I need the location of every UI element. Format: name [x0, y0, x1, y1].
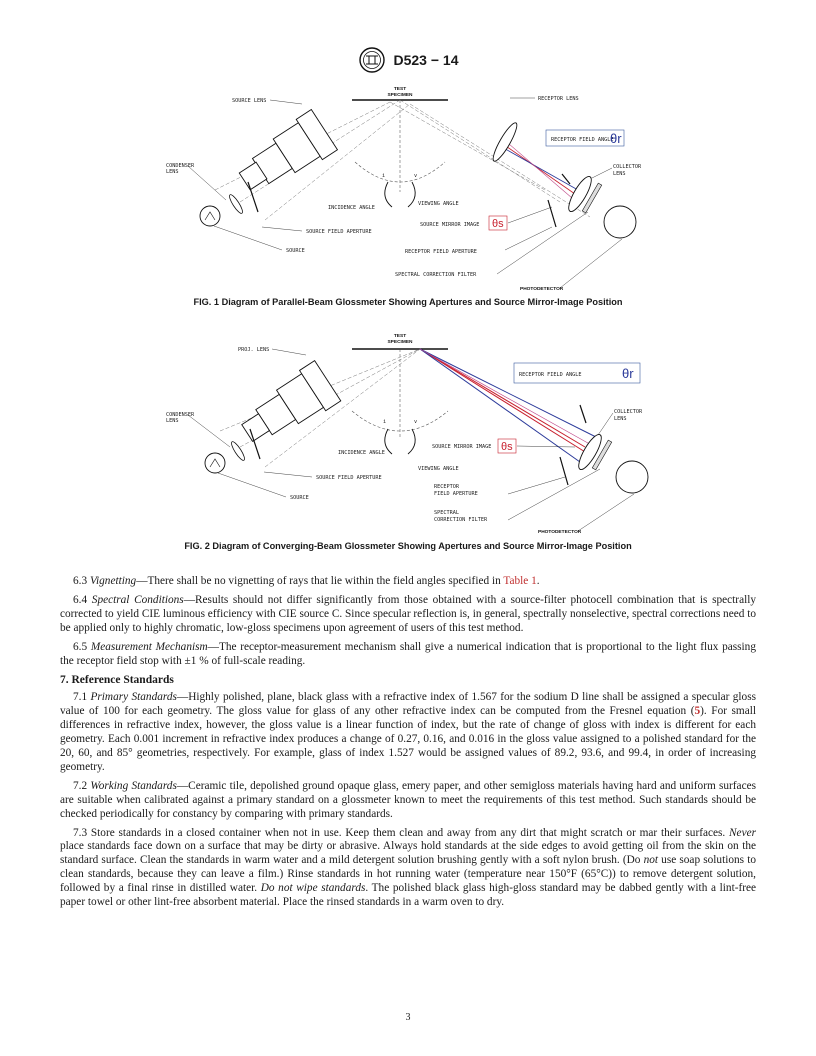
svg-text:SOURCE FIELD APERTURE: SOURCE FIELD APERTURE	[316, 475, 382, 481]
standard-designation: D523 − 14	[393, 52, 459, 68]
figure-1	[0, 82, 816, 297]
svg-text:RECEPTOR FIELD APERTURE: RECEPTOR FIELD APERTURE	[405, 249, 477, 255]
section-7-heading: 7. Reference Standards	[60, 674, 174, 687]
page-number: 3	[405, 1012, 411, 1023]
paragraph-7-3: 7.3 Store standards in a closed container when not in use. Keep them clean and away from any dirt that might scratch or mar their surfaces. Never place standards face down on a surface that may be dirty or abrasive. Always hold standards at the side edges to avoid getting oil from the skin on the standard surface. Clean the standards in warm water and a mild detergent solution brushing gently with a soft nylon brush. (Do not use soap solutions to clean standards, because they can leave a film.) Rinse standards in hot running water (temperature near 150°F (65°C)) to remove detergent solution, followed by a final rinse in distilled water. Do not wipe standards. The polished black glass high-gloss standard may be dabbed gently with a lint-free paper towel or other lint-free absorbent material. Place the rinsed standards in a warm oven to dry.	[60, 826, 757, 909]
svg-text:LENS: LENS	[614, 416, 627, 422]
svg-text:SOURCE MIRROR IMAGE: SOURCE MIRROR IMAGE	[432, 444, 492, 450]
figure-2-diagram	[0, 327, 816, 542]
svg-text:SPECTRAL CORRECTION FILTER: SPECTRAL CORRECTION FILTER	[395, 272, 477, 278]
svg-text:SOURCE: SOURCE	[286, 248, 305, 254]
paragraph-7-2: 7.2 Working Standards—Ceramic tile, depolished ground opaque glass, emery paper, and other semigloss materials having hard and uniform surfaces are suitable when calibrated against a primary standard on a glossmeter known to meet the requirements of this test method. Such standards should be checked periodically for constancy by comparing with primary standards.	[60, 779, 756, 820]
svg-text:i: i	[383, 419, 387, 425]
table-1-link[interactable]: Table 1	[503, 575, 537, 587]
svg-text:θs: θs	[492, 218, 504, 230]
svg-text:RECEPTOR FIELD ANGLE: RECEPTOR FIELD ANGLE	[551, 137, 614, 143]
svg-text:v: v	[414, 419, 418, 425]
svg-text:θr: θr	[622, 366, 634, 381]
astm-logo-icon	[358, 46, 386, 74]
svg-text:CONDENSER: CONDENSER	[166, 163, 195, 169]
figure-2	[0, 327, 816, 542]
svg-text:SOURCE FIELD APERTURE: SOURCE FIELD APERTURE	[306, 229, 372, 235]
svg-text:LENS: LENS	[613, 171, 626, 177]
svg-text:TEST: TEST	[393, 87, 407, 92]
paragraph-6-4: 6.4 Spectral Conditions—Results should not differ significantly from those obtained with a source-filter photocell combination that is spectrally corrected to yield CIE luminous efficiency with CIE source C. Since specular reflection is, in general, spectrally nonselective, spectral corrections need to be applied only to highly chromatic, low-gloss specimens upon agreement of users of this test method.	[60, 593, 757, 634]
svg-text:TEST: TEST	[393, 334, 407, 339]
paragraph-6-3: 6.3 Vignetting—There shall be no vignetting of rays that lie within the field angles specified in Table 1.	[73, 575, 540, 587]
svg-text:CORRECTION FILTER: CORRECTION FILTER	[434, 517, 488, 523]
paragraph-7-1: 7.1 Primary Standards—Highly polished, plane, black glass with a refractive index of 1.567 for the sodium D line shall be assigned a specular gloss value of 100 for each geometry. The gloss value for glass of any other refractive index can be computed from the Fresnel equation (5). For small differences in refractive index, however, the gloss value is a linear function of index, but the rate of change of gloss with index is different for each geometry. Each 0.001 increment in refractive index produces a change of 0.27, 0.16, and 0.016 in the gloss value assigned to a polished standard for the 20, 60, and 85° geometries, respectively. For example, glass of index 1.527 would be assigned values of 89.2, 93.6, and 99.4, in order of increasing geometry.	[60, 691, 757, 773]
paragraph-6-5: 6.5 Measurement Mechanism—The receptor-measurement mechanism shall give a numerical indication that is proportional to the light flux passing the receptor field stop with ±1 % of full-scale reading.	[60, 640, 756, 667]
svg-text:INCIDENCE ANGLE: INCIDENCE ANGLE	[328, 205, 375, 211]
svg-text:RECEPTOR LENS: RECEPTOR LENS	[538, 96, 579, 102]
svg-text:RECEPTOR: RECEPTOR	[434, 484, 459, 490]
svg-text:SPECTRAL: SPECTRAL	[434, 510, 459, 516]
svg-text:PROJ. LENS: PROJ. LENS	[238, 347, 270, 353]
figure-2-caption: FIG. 2 Diagram of Converging-Beam Glossmeter Showing Apertures and Source Mirror-Image Position	[184, 541, 632, 551]
figure-1-caption: FIG. 1 Diagram of Parallel-Beam Glossmeter Showing Apertures and Source Mirror-Image Position	[193, 297, 623, 307]
page-header	[0, 46, 816, 74]
svg-text:VIEWING ANGLE: VIEWING ANGLE	[418, 466, 459, 472]
svg-text:θr: θr	[610, 131, 622, 146]
svg-text:LENS: LENS	[166, 169, 179, 175]
svg-text:VIEWING ANGLE: VIEWING ANGLE	[418, 201, 459, 207]
svg-text:SOURCE LENS: SOURCE LENS	[232, 98, 267, 104]
svg-text:RECEPTOR FIELD ANGLE: RECEPTOR FIELD ANGLE	[519, 372, 582, 378]
svg-text:PHOTODETECTOR: PHOTODETECTOR	[538, 530, 582, 535]
svg-text:COLLECTOR: COLLECTOR	[614, 409, 643, 415]
svg-text:COLLECTOR: COLLECTOR	[613, 164, 642, 170]
svg-text:INCIDENCE ANGLE: INCIDENCE ANGLE	[338, 450, 385, 456]
figure-1-diagram	[0, 82, 816, 297]
reference-5-link[interactable]: 5	[694, 705, 701, 718]
svg-text:i: i	[382, 173, 386, 179]
svg-text:FIELD APERTURE: FIELD APERTURE	[434, 491, 478, 497]
svg-text:PHOTODETECTOR: PHOTODETECTOR	[520, 287, 564, 292]
svg-text:LENS: LENS	[166, 418, 179, 424]
svg-text:v: v	[414, 173, 418, 179]
svg-text:CONDENSER: CONDENSER	[166, 412, 195, 418]
svg-text:SPECIMEN: SPECIMEN	[387, 340, 413, 345]
svg-text:SOURCE MIRROR IMAGE: SOURCE MIRROR IMAGE	[420, 222, 480, 228]
svg-text:SPECIMEN: SPECIMEN	[387, 93, 413, 98]
body-text	[60, 575, 756, 915]
svg-text:SOURCE: SOURCE	[290, 495, 309, 501]
svg-text:θs: θs	[501, 441, 513, 453]
